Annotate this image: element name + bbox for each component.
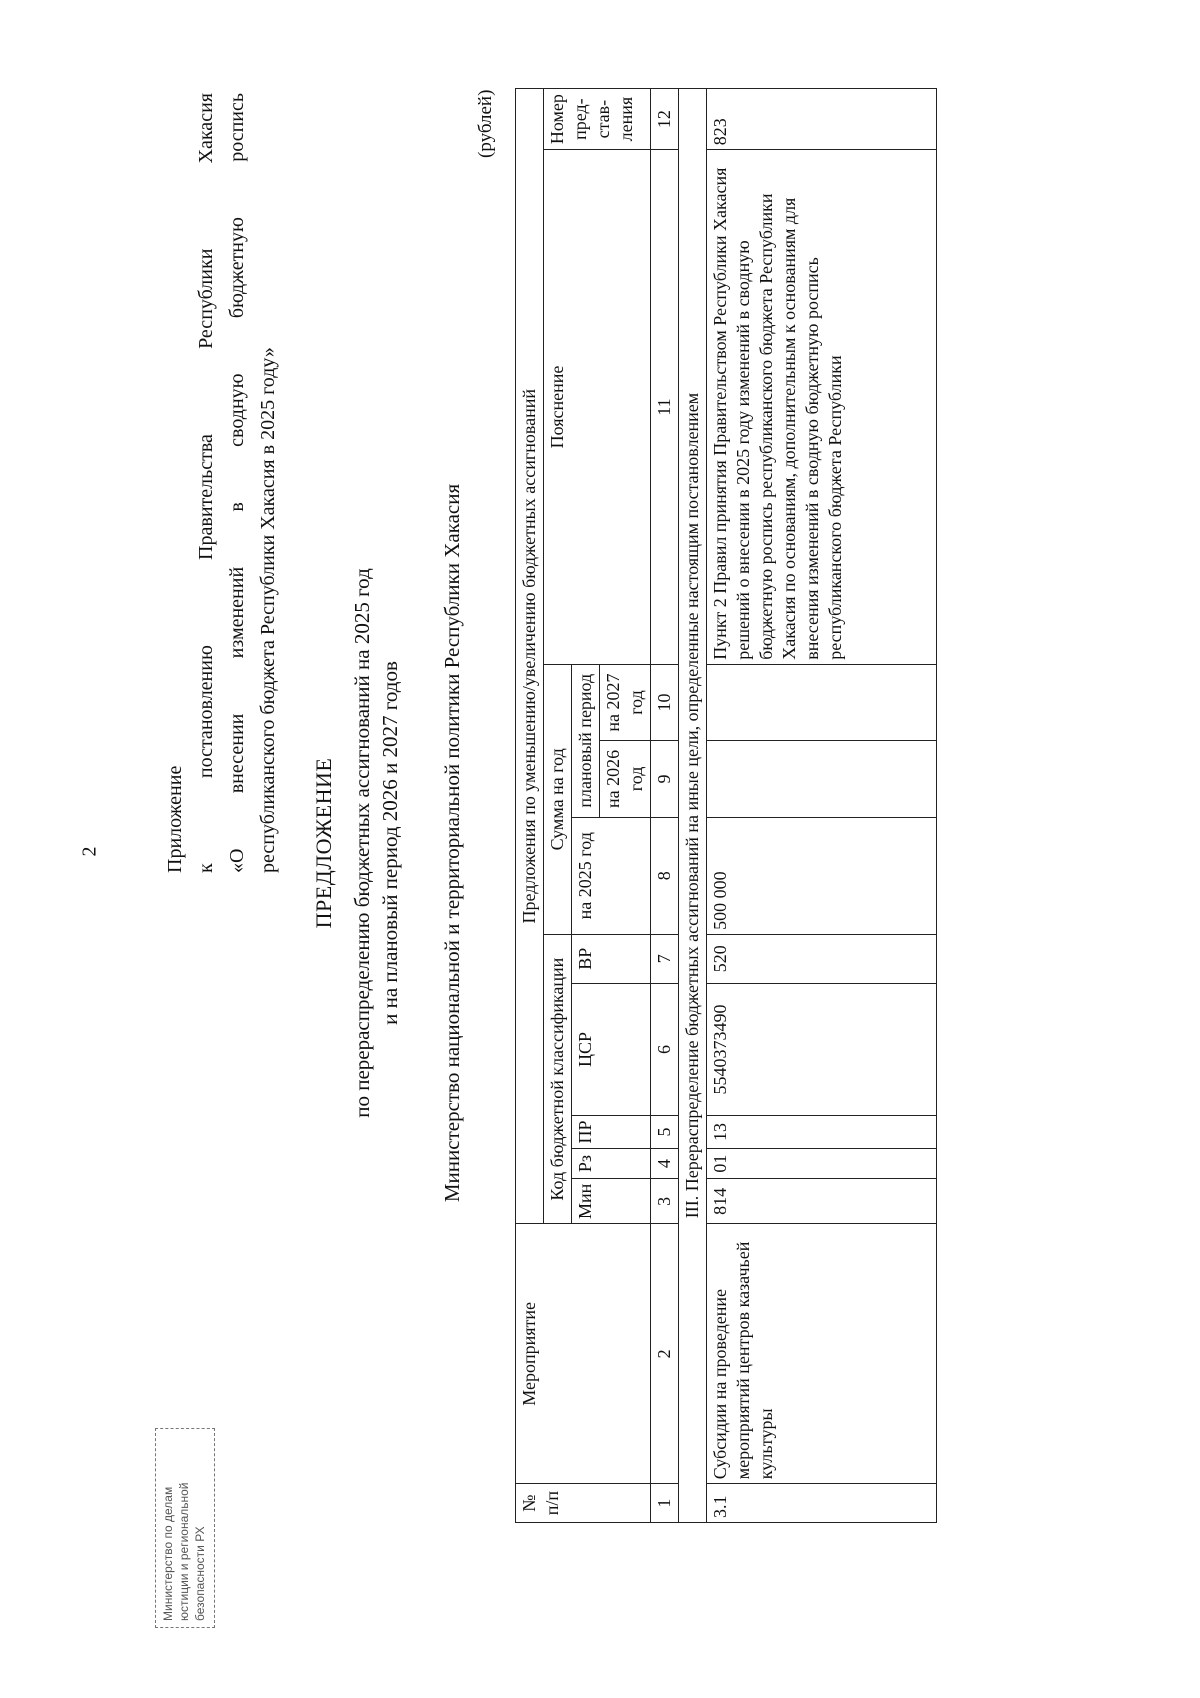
budget-code-header: Код бюджетной классификации [544,934,572,1224]
explanation-header: Пояснение [544,150,651,665]
header-row [516,89,544,1523]
stamp-line: Министерство по делам [161,1486,175,1621]
col-number: 5 [651,1116,679,1149]
word: Хакасия [195,93,217,164]
appendix-line [222,93,253,873]
col-number: 4 [651,1148,679,1179]
sum-header: Сумма на год [544,664,572,934]
word: Республики [195,248,217,349]
row-pr: 13 [707,1116,937,1149]
word: сводную [226,373,248,447]
col-number: 8 [651,817,679,934]
col-number: 10 [651,664,679,740]
y2027-header: на 2027 год [600,664,651,740]
col-number: 7 [651,934,679,983]
row-min: 814 [707,1179,937,1224]
col-number: 2 [651,1224,679,1484]
word: в [226,502,248,512]
word: внесении [226,713,248,794]
document-page [160,58,1200,1628]
col-number: 12 [651,89,679,150]
word: постановлению [195,645,217,779]
appendix-line: Приложение [164,765,186,873]
word: к [195,863,217,873]
min-header: Мин [572,1179,651,1224]
row-explanation: Пункт 2 Правил принятия Правительством Республики Хакасия решений о внесении в 2025 году изменений в сводную бюджетную роспись республиканского бюджета Республики Хакасия по основаниям, дополнительным к основаниям для внесения изменений в сводную бюджетную роспись республиканского бюджета Республики [707,150,937,665]
appendix-header [160,93,284,873]
word: изменений [226,566,248,659]
col-number: 1 [651,1484,679,1523]
y2025-header: на 2025 год [572,817,651,934]
stamp-line: юстиции и региональной [177,1482,191,1621]
rz-header: Рз [572,1148,651,1179]
row-y2025: 500 000 [707,817,937,934]
col-number: 6 [651,983,679,1115]
table-row [707,89,937,1523]
col-number: 3 [651,1179,679,1224]
col-event-header: Мероприятие [516,1224,651,1484]
y2026-header: на 2026 год [600,741,651,817]
registration-stamp [155,1428,215,1628]
page-number: 2 [78,846,101,857]
csr-header: ЦСР [572,983,651,1115]
row-y2027 [707,664,937,740]
pr-header: ПР [572,1116,651,1149]
row-csr: 5540373490 [707,983,937,1115]
title-line: и на плановый период 2026 и 2027 годов [378,661,402,1025]
row-event: Субсидии на проведение мероприятий центров казачьей культуры [707,1224,937,1484]
appendix-line: республиканского бюджета Республики Хакасия в 2025 году» [257,347,279,873]
stamp-line: безопасности РХ [193,1526,207,1621]
ministry-name: Министерство национальной и территориальной политики Республики Хакасия [440,483,464,1203]
row-vr: 520 [707,934,937,983]
word: бюджетную [226,217,248,319]
title-line: по перераспределению бюджетных ассигнований на 2025 год [350,568,374,1118]
row-rz: 01 [707,1148,937,1179]
vr-header: ВР [572,934,651,983]
col-number: 11 [651,150,679,665]
proposals-header: Предложения по уменьшению/увеличению бюджетных ассигнований [516,89,544,1224]
row-num: 3.1 [707,1484,937,1523]
column-number-row [651,89,679,1523]
word: роспись [226,93,248,162]
allocation-table [515,88,937,1523]
planned-header: плановый период [572,664,600,817]
word: «О [226,848,248,873]
rep-num-header: Номер пред-став-ления [544,89,651,150]
row-rep-num: 823 [707,89,937,150]
col-number: 9 [651,741,679,817]
row-y2026 [707,741,937,817]
units-label: (рублей) [475,89,496,158]
title-heading: ПРЕДЛОЖЕНИЕ [311,757,336,929]
col-num-header: № п/п [516,1484,651,1523]
word: Правительства [195,434,217,560]
section-row [679,89,707,1523]
appendix-line [191,93,222,873]
section-title: III. Перераспределение бюджетных ассигнований на иные цели, определенные настоящим постановлением [679,89,707,1523]
document-title [310,58,404,1628]
